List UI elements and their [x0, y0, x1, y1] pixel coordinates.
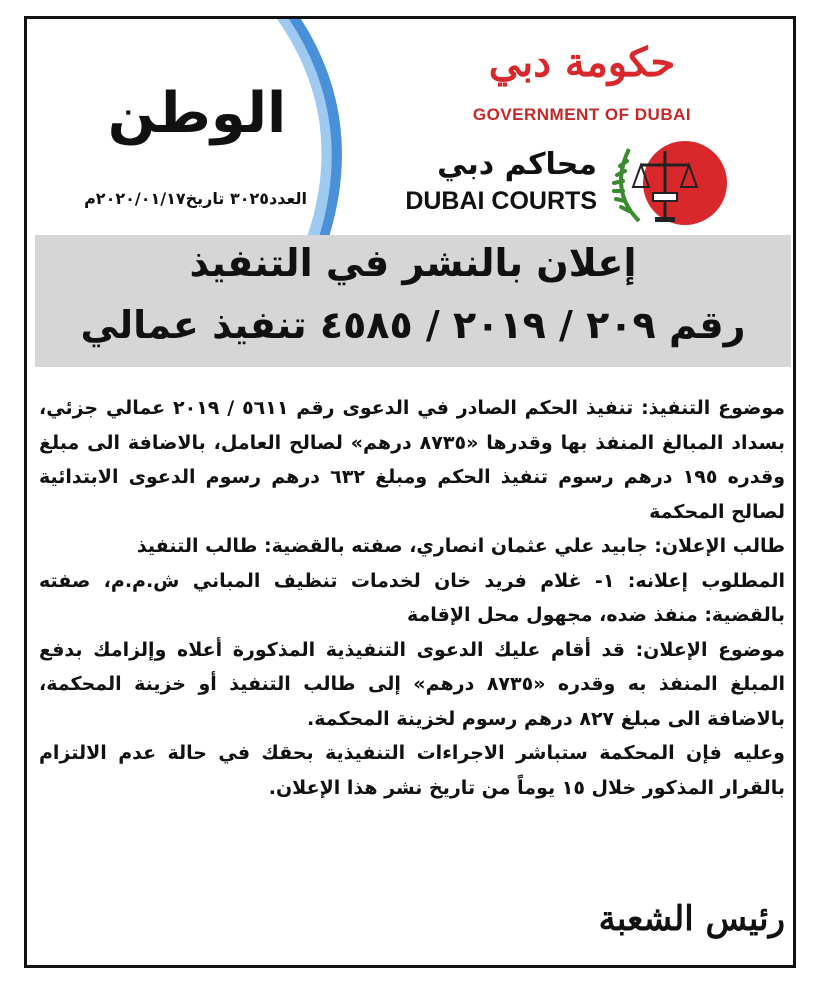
case-number: رقم ٢٠٩ / ٢٠١٩ / ٤٥٨٥ تنفيذ عمالي — [80, 303, 746, 347]
execution-subject: موضوع التنفيذ: تنفيذ الحكم الصادر في الدعوى رقم ٥٦١١ / ٢٠١٩ عمالي جزئي، بسداد المبالغ المنفذ بها وقدرها «٨٧٣٥ درهم» لصالح العامل، بالاضافة الى مبلغ وقدره ١٩٥ درهم رسوم تنفيذ الحكم ومبلغ ٦٣٢ درهم رسوم الدعوى الابتدائية لصالح المحكمة — [39, 397, 786, 523]
signature: رئيس الشعبة — [598, 899, 785, 939]
respondent: المطلوب إعلانه: ١- غلام فريد خان لخدمات تنظيف المباني ش.م.م، صفته بالقضية: منفذ ضده، مجهول محل الإقامة — [39, 569, 785, 626]
header — [27, 19, 793, 237]
announcement-title: إعلان بالنشر في التنفيذ — [189, 241, 637, 285]
government-of-dubai-logo-arabic: حكومة دبي — [488, 39, 676, 86]
notice-subject: موضوع الإعلان: قد أقام عليك الدعوى التنفيذية المذكورة أعلاه وإلزامك بدفع المبلغ المنفذ به وقدره «٨٧٣٥ درهم» إلى طالب التنفيذ أو خزينة المحكمة، بالاضافة الى مبلغ ٨٢٧ درهم رسوم لخزينة المحكمة. — [39, 638, 786, 730]
dubai-courts-english: DUBAI COURTS — [405, 187, 597, 215]
dubai-courts-arabic: محاكم دبي — [437, 147, 597, 182]
newspaper-name: الوطن — [107, 81, 287, 146]
government-of-dubai-logo-english: GOVERNMENT OF DUBAI — [472, 105, 692, 124]
scales-of-justice-icon — [599, 131, 729, 231]
court-action: وعليه فإن المحكمة ستباشر الاجراءات التنفيذية بحقك في حالة عدم الالتزام بالقرار المذكور خلال ١٥ يوماً من تاريخ نشر هذا الإعلان. — [39, 742, 785, 799]
requester: طالب الإعلان: جابيد علي عثمان انصاري، صفته بالقضية: طالب التنفيذ — [136, 535, 785, 557]
announcement-body — [39, 391, 785, 805]
title-band — [35, 235, 791, 367]
announcement-frame — [24, 16, 796, 968]
issue-date: العدد٣٠٢٥ تاريخ٢٠٢٠/٠١/١٧م — [84, 189, 307, 208]
